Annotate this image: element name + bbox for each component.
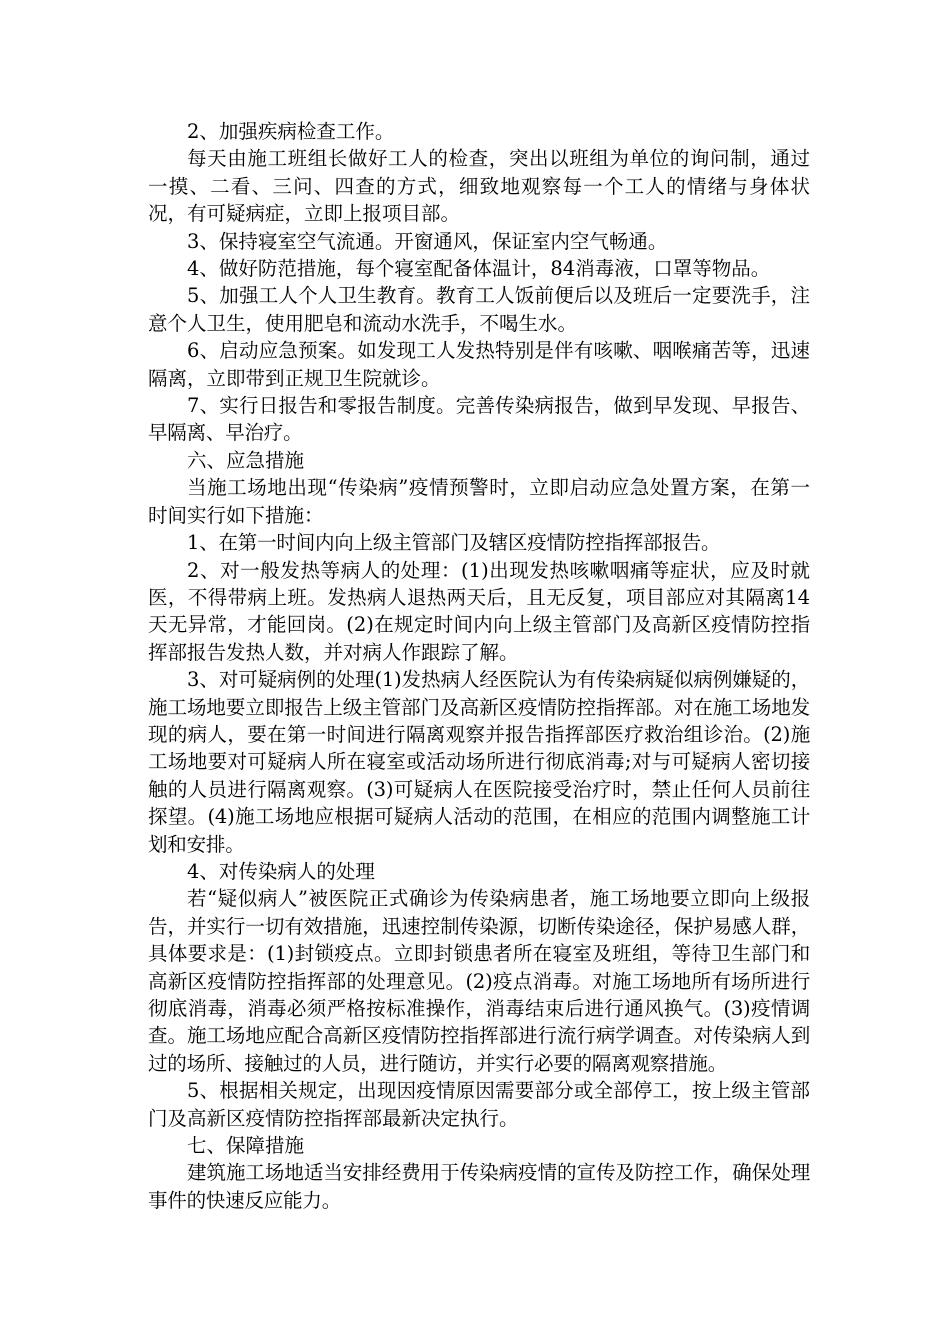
section-heading-safeguard-measures: 七、保障措施: [187, 1134, 305, 1158]
document-body: [148, 118, 810, 1214]
paragraph-emergency-4-heading: 4、对传染病人的处理: [187, 859, 375, 883]
paragraph-item-7-reporting: 7、实行日报告和零报告制度。完善传染病报告，做到早发现、早报告、早隔离、早治疗。: [148, 394, 810, 445]
paragraph-emergency-3-suspected: 3、对可疑病例的处理(1)发热病人经医院认为有传染病疑似病例嫌疑的，施工场地要立即报告上级主管部门及高新区疫情防控指挥部。对在施工场地发现的病人，要在第一时间进行隔离观察并报告指挥部医疗救治组诊治。(2)施工场地要对可疑病人所在寝室或活动场所进行彻底消毒;对与可疑病人密切接触的人员进行隔离观察。(3)可疑病人在医院接受治疗时，禁止任何人员前往探望。(4)施工场地应根据可疑病人活动的范围，在相应的范围内调整施工计划和安排。: [148, 668, 810, 856]
paragraph-item-2-heading: 2、加强疾病检查工作。: [187, 120, 395, 143]
paragraph-daily-inspection: 每天由施工班组长做好工人的检查，突出以班组为单位的询问制，通过一摸、二看、三问、四查的方式，细致地观察每一个工人的情绪与身体状况，有可疑病症，立即上报项目部。: [148, 147, 810, 226]
paragraph-safeguard-funding: 建筑施工场地适当安排经费用于传染病疫情的宣传及防控工作，确保处理事件的快速反应能力。: [148, 1161, 810, 1212]
paragraph-item-5-hygiene: 5、加强工人个人卫生教育。教育工人饭前便后以及班后一定要洗手，注意个人卫生，使用肥皂和流动水洗手，不喝生水。: [148, 284, 810, 335]
paragraph-emergency-1-report: 1、在第一时间内向上级主管部门及辖区疫情防控指挥部报告。: [187, 531, 721, 555]
paragraph-emergency-intro: 当施工场地出现“传染病”疫情预警时，立即启动应急处置方案，在第一时间实行如下措施：: [148, 476, 810, 527]
paragraph-item-4-prevention: 4、做好防范措施，每个寝室配备体温计，84消毒液，口罩等物品。: [187, 257, 771, 281]
section-heading-emergency-measures: 六、应急措施: [187, 448, 305, 472]
paragraph-item-6-emergency-plan: 6、启动应急预案。如发现工人发热特别是伴有咳嗽、咽喉痛苦等，迅速隔离，立即带到正规卫生院就诊。: [148, 339, 810, 390]
paragraph-emergency-4-confirmed: 若“疑似病人”被医院正式确诊为传染病患者，施工场地要立即向上级报告，并实行一切有效措施，迅速控制传染源，切断传染途径，保护易感人群，具体要求是：(1)封锁疫点。立即封锁患者所在寝室及班组，等待卫生部门和高新区疫情防控指挥部的处理意见。(2)疫点消毒。对施工场地所有场所进行彻底消毒，消毒必须严格按标准操作，消毒结束后进行通风换气。(3)疫情调查。施工场地应配合高新区疫情防控指挥部进行流行病学调查。对传染病人到过的场所、接触过的人员，进行随访，并实行必要的隔离观察措施。: [148, 887, 810, 1075]
paragraph-item-3-ventilation: 3、保持寝室空气流通。开窗通风，保证室内空气畅通。: [187, 229, 668, 253]
paragraph-emergency-2-fever: 2、对一般发热等病人的处理：(1)出现发热咳嗽咽痛等症状，应及时就医，不得带病上班。发热病人退热两天后，且无反复，项目部应对其隔离14天无异常，才能回岗。(2)在规定时间内向上级主管部门及高新区疫情防控指挥部报告发热人数，并对病人作跟踪了解。: [148, 558, 810, 664]
paragraph-emergency-5-shutdown: 5、根据相关规定，出现因疫情原因需要部分或全部停工，按上级主管部门及高新区疫情防控指挥部最新决定执行。: [148, 1079, 810, 1130]
